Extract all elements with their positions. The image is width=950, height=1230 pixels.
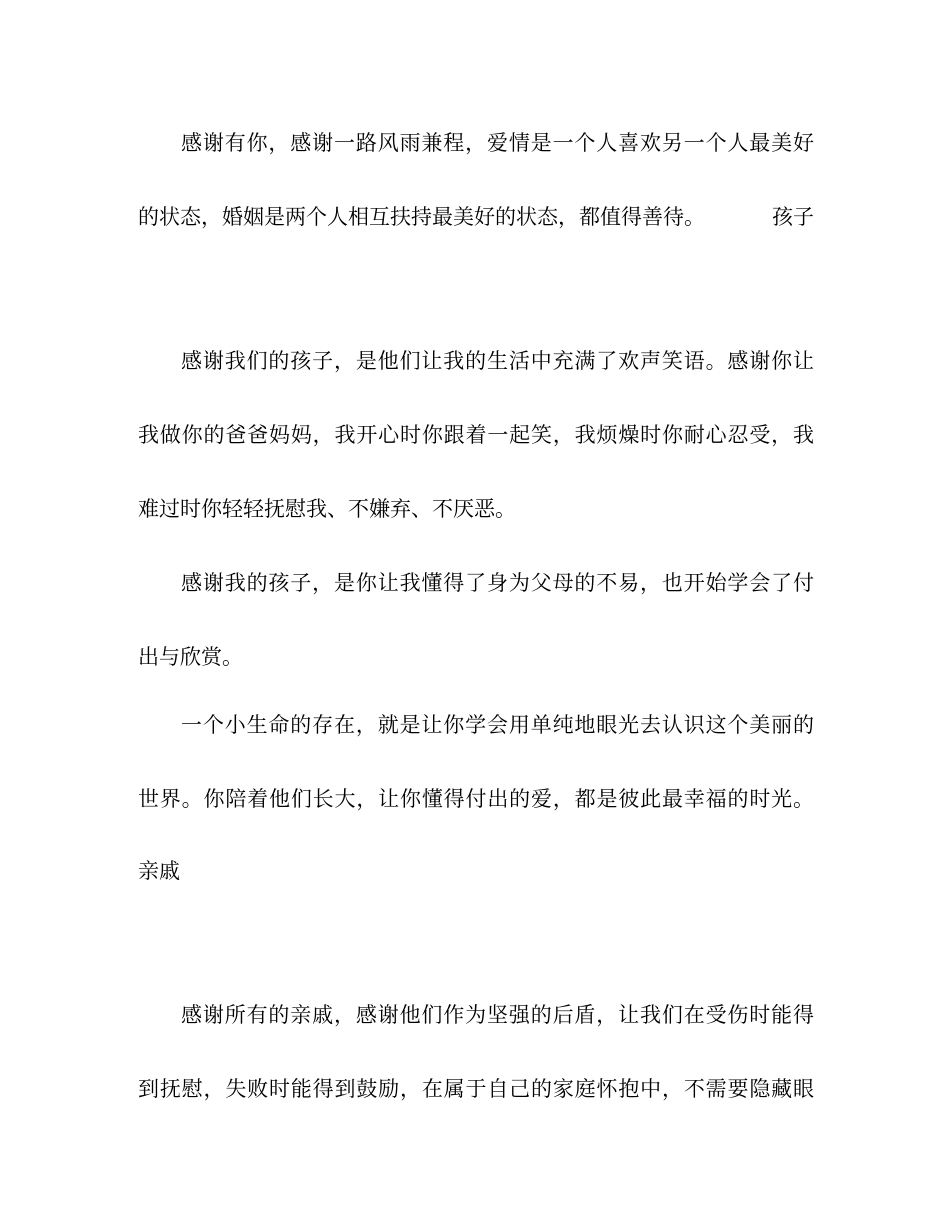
paragraph-line: 世界。你陪着他们长大，让你懂得付出的爱，都是彼此最幸福的时光。 [138,787,814,811]
paragraph-line: 一个小生命的存在，就是让你学会用单纯地眼光去认识这个美丽的 [181,713,814,737]
paragraph-line: 感谢有你，感谢一路风雨兼程，爱情是一个人喜欢另一个人最美好 [181,131,814,155]
paragraph-line: 的状态，婚姻是两个人相互扶持最美好的状态，都值得善待。 [138,205,705,229]
paragraph-line: 我做你的爸爸妈妈，我开心时你跟着一起笑，我烦燥时你耐心忍受，我 [138,423,814,447]
paragraph-line: 难过时你轻轻抚慰我、不嫌弃、不厌恶。 [138,497,516,521]
section-heading-relatives: 亲戚 [138,859,180,883]
paragraph-line-with-heading [138,202,814,232]
paragraph-line: 到抚慰，失败时能得到鼓励，在属于自己的家庭怀抱中，不需要隐藏眼 [138,1077,814,1101]
paragraph-line: 感谢我们的孩子，是他们让我的生活中充满了欢声笑语。感谢你让 [181,349,814,373]
paragraph-line: 感谢所有的亲戚，感谢他们作为坚强的后盾，让我们在受伤时能得 [181,1003,814,1027]
paragraph-line: 感谢我的孩子，是你让我懂得了身为父母的不易，也开始学会了付 [181,571,814,595]
paragraph-line: 出与欣赏。 [138,645,243,669]
section-heading-children: 孩子 [772,205,814,229]
